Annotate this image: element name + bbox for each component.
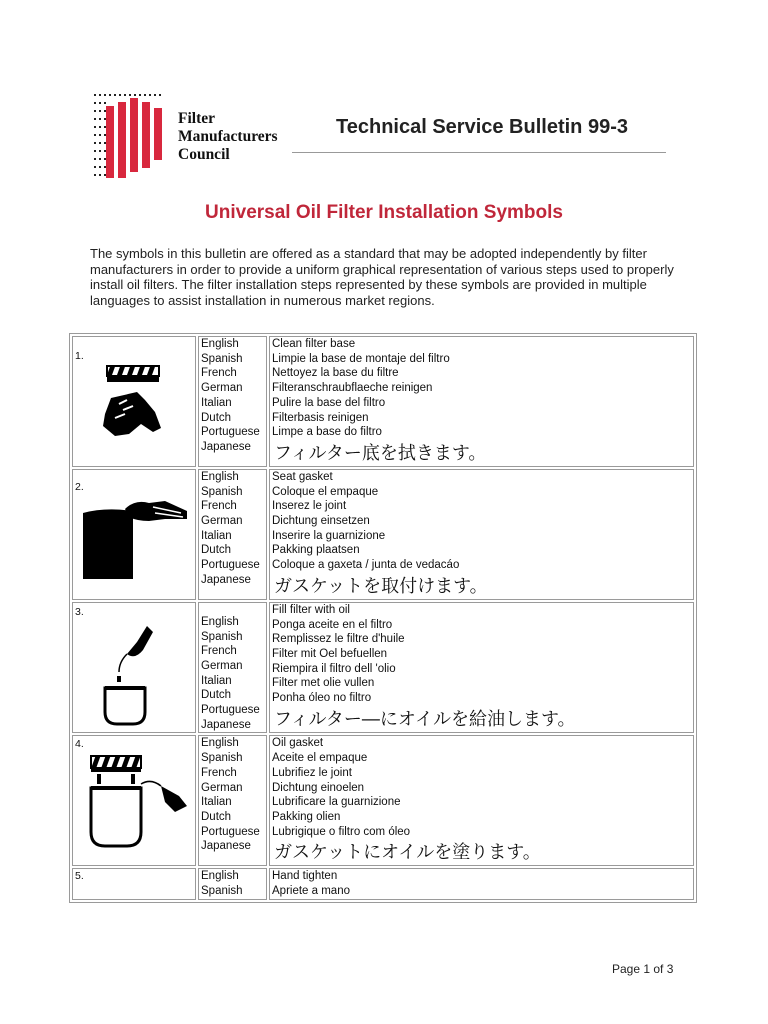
logo-dot [114,94,116,96]
page-number: Page 1 of 3 [612,962,674,976]
seat-gasket-icon [75,495,191,581]
step-number: 4. [75,738,84,751]
logo-dot [99,126,101,128]
instruction-japanese: ガスケットを取付けます。 [274,575,488,597]
language-label: German [201,781,243,794]
logo-dot [94,134,96,136]
language-label: Italian [201,396,232,409]
table-row [72,735,694,866]
fmc-logo [92,92,166,180]
logo-dot [99,134,101,136]
logo-dot [104,142,106,144]
language-label: Dutch [201,544,232,557]
language-label: Portuguese [201,704,260,717]
instruction-text: Oil gasket [272,737,324,750]
instruction-text: Inserez le joint [272,500,347,513]
logo-dot [94,94,96,96]
instruction-cell [269,602,694,734]
language-label: German [201,515,243,528]
logo-dot [99,94,101,96]
instruction-text: Coloque a gaxeta / junta de vedacáo [272,559,460,572]
language-label: Portuguese [201,559,260,572]
logo-dot [94,150,96,152]
language-label: Italian [201,674,232,687]
logo-dot [104,110,106,112]
org-name [178,110,278,164]
logo-dot [94,166,96,168]
language-label: German [201,659,243,672]
instruction-text: Nettoyez la base du filtre [272,367,399,380]
instruction-text: Ponha óleo no filtro [272,692,372,705]
logo-dot [104,126,106,128]
logo-dot [99,174,101,176]
language-label: English [201,870,239,883]
instruction-cell [269,469,694,600]
header [92,92,672,182]
language-label: French [201,367,237,380]
step-number: 1. [75,350,84,362]
instruction-text: Limpe a base do filtro [272,426,382,439]
table-row [72,336,694,467]
instruction-text: Dichtung einoelen [272,781,365,794]
logo-dot [104,150,106,152]
language-label: Spanish [201,630,243,643]
language-cell [198,602,267,734]
logo-dot [104,174,106,176]
oil-gasket-icon [75,752,191,852]
logo-dot [104,166,106,168]
symbol-cell [72,735,196,866]
intro-paragraph: The symbols in this bulletin are offered as a standard that may be adopted independently by filter manufacturers in order to provide a uniform graphical representation of various steps used to properly install oil filters. The filter installation steps represented by these symbols are provided in multiple languages to assist installation in numerous market regions. [90,246,674,308]
logo-dot [99,150,101,152]
instruction-text: Apriete a mano [272,885,350,898]
logo-dot [94,118,96,120]
instruction-text: Coloque el empaque [272,485,379,498]
instruction-text: Filterbasis reinigen [272,411,369,424]
instruction-text: Filter met olie vullen [272,677,375,690]
logo-dot [104,158,106,160]
logo-dot [154,94,156,96]
symbol-cell [72,868,196,899]
instruction-text: Aceite el empaque [272,752,368,765]
instruction-text: Dichtung einsetzen [272,515,370,528]
instruction-text: Hand tighten [272,870,338,883]
logo-dot [124,94,126,96]
logo-dot [104,134,106,136]
logo-dot [139,94,141,96]
instruction-cell [269,336,694,467]
logo-dot [109,94,111,96]
language-cell [198,469,267,600]
language-label: French [201,645,237,658]
fill-oil-icon [75,620,185,730]
language-label: Japanese [201,840,251,853]
bulletin-title: Technical Service Bulletin 99-3 [336,116,628,138]
language-cell [198,336,267,467]
step-number: 2. [75,480,84,493]
step-number: 3. [75,605,84,618]
language-label: Japanese [201,440,251,453]
language-label: Italian [201,796,232,809]
language-label: German [201,382,243,395]
instruction-text: Lubrifiez le joint [272,766,352,779]
step-number: 5. [75,870,84,883]
logo-dot [134,94,136,96]
instruction-text: Inserire la guarnizione [272,529,386,542]
logo-dot [94,158,96,160]
instruction-text: Remplissez le filtre d'huile [272,633,405,646]
instruction-text: Lubrigique o filtro com óleo [272,825,411,838]
logo-dot [99,110,101,112]
language-label: Spanish [201,485,243,498]
language-label: Portuguese [201,825,260,838]
logo-dot [104,94,106,96]
language-label: Dutch [201,411,232,424]
logo-dot [99,118,101,120]
language-label: English [201,737,239,750]
language-label: French [201,766,237,779]
symbols-table [69,333,697,903]
instruction-japanese: フィルター―にオイルを給油します。 [274,708,576,730]
instruction-cell [269,735,694,866]
logo-dot [104,102,106,104]
language-label: Japanese [201,718,251,731]
clean-base-icon [75,364,185,446]
instruction-text: Ponga aceite en el filtro [272,618,393,631]
instruction-text: Filter mit Oel befuellen [272,647,388,660]
table-row [72,602,694,734]
instruction-text: Fill filter with oil [272,603,350,616]
instruction-text: Pakking olien [272,810,341,823]
table-row [72,868,694,899]
logo-dot [94,126,96,128]
language-label: Dutch [201,689,232,702]
instruction-japanese: ガスケットにオイルを塗ります。 [274,842,541,864]
instruction-cell [269,868,694,899]
language-label: English [201,338,239,350]
table-row [72,469,694,600]
logo-dot [104,118,106,120]
instruction-text: Pakking plaatsen [272,544,360,557]
instruction-text: Limpie la base de montaje del filtro [272,352,450,365]
instruction-text: Lubrificare la guarnizione [272,796,401,809]
language-label: Italian [201,529,232,542]
instruction-japanese: フィルター底を拭きます。 [274,442,487,464]
logo-dot [94,102,96,104]
instruction-text: Clean filter base [272,338,356,350]
logo-dot [149,94,151,96]
logo-dot [99,166,101,168]
logo-dot [94,142,96,144]
language-label: Dutch [201,810,232,823]
org-line-2: Manufacturers [178,128,278,145]
language-cell [198,868,267,899]
language-label: English [201,615,239,628]
org-line-3: Council [178,146,230,163]
logo-dot [119,94,121,96]
org-line-1: Filter [178,110,216,127]
instruction-text: Riempira il filtro dell 'olio [272,662,396,675]
instruction-text: Seat gasket [272,470,333,483]
title-divider [292,152,666,153]
instruction-text: Pulire la base del filtro [272,396,386,409]
symbol-cell [72,469,196,600]
logo-dot [94,174,96,176]
language-label: Portuguese [201,426,260,439]
symbol-cell [72,602,196,734]
logo-dot [144,94,146,96]
logo-dot [159,94,161,96]
logo-dot [99,142,101,144]
logo-dot [99,102,101,104]
language-cell [198,735,267,866]
language-label: English [201,470,239,483]
language-label: French [201,500,237,513]
language-label: Spanish [201,885,243,898]
logo-dot [99,158,101,160]
language-label: Japanese [201,573,251,586]
page-title: Universal Oil Filter Installation Symbols [205,202,563,223]
logo-dot [129,94,131,96]
language-label: Spanish [201,752,243,765]
instruction-text: Filteranschraubflaeche reinigen [272,382,433,395]
language-label: Spanish [201,352,243,365]
logo-dot [94,110,96,112]
symbol-cell [72,336,196,467]
